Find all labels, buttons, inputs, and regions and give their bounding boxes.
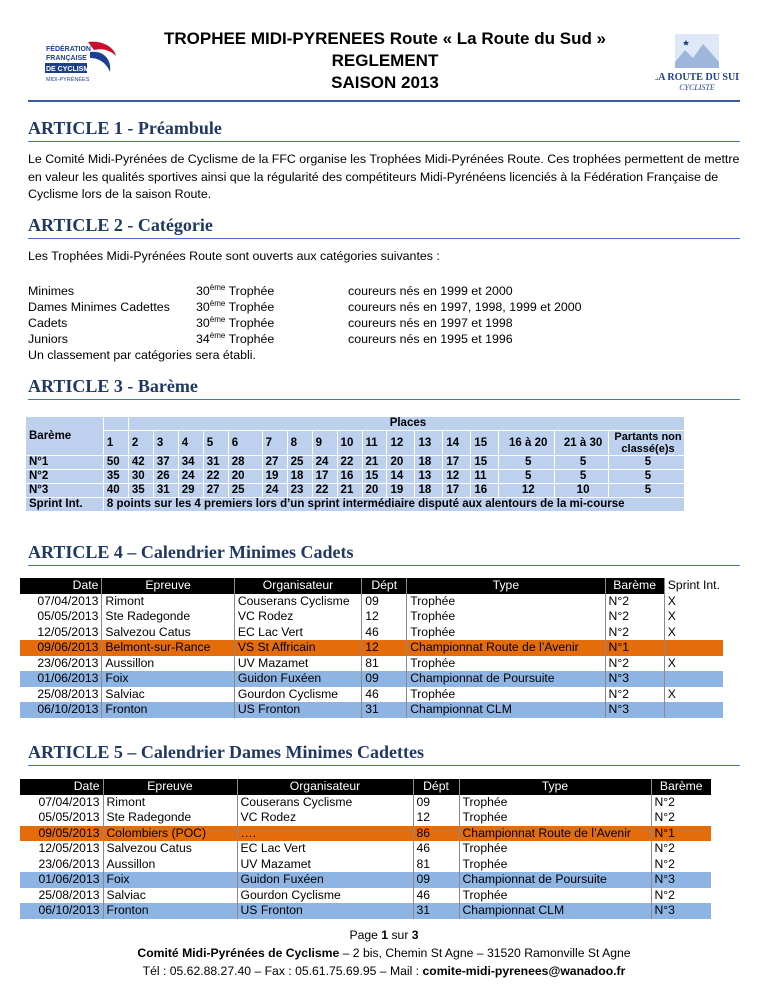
bareme-value: 16 xyxy=(337,470,362,484)
table-cell: Couserans Cyclisme xyxy=(234,594,361,610)
table-cell: Foix xyxy=(103,872,237,888)
table-cell: N°3 xyxy=(651,872,711,888)
bareme-table xyxy=(25,416,685,512)
bareme-row xyxy=(26,456,685,470)
bareme-value: 31 xyxy=(203,456,228,470)
bareme-row xyxy=(26,470,685,484)
table-cell: N°3 xyxy=(605,702,664,718)
table-cell: UV Mazamet xyxy=(234,656,361,672)
bareme-value: 17 xyxy=(443,484,471,498)
table-cell: 23/06/2013 xyxy=(20,656,102,672)
table-cell: 06/10/2013 xyxy=(20,903,103,919)
table-row xyxy=(20,594,723,610)
bareme-value: 34 xyxy=(178,456,203,470)
article-2-heading: ARTICLE 2 - Catégorie xyxy=(28,215,740,239)
title-line-2: REGLEMENT xyxy=(331,51,439,70)
table-cell: Gourdon Cyclisme xyxy=(237,888,413,904)
place-column: 2 xyxy=(128,431,153,456)
bareme-columns-row xyxy=(26,431,685,456)
column-header: Barème xyxy=(651,779,711,795)
place-column: 8 xyxy=(287,431,312,456)
table-cell: VC Rodez xyxy=(234,609,361,625)
bareme-value: 16 xyxy=(471,484,499,498)
route-du-sud-line-1: LA ROUTE DU SUD xyxy=(655,72,739,83)
bareme-value: 19 xyxy=(262,470,287,484)
bareme-value: 20 xyxy=(362,484,387,498)
table-cell: 12 xyxy=(362,640,407,656)
bareme-sprint-row xyxy=(26,498,685,512)
bareme-label: N°1 xyxy=(26,456,104,470)
place-column-unclassified: Partants non classé(e)s xyxy=(609,431,685,456)
table-cell: Salvezou Catus xyxy=(102,625,234,641)
place-column: 15 xyxy=(471,431,499,456)
table-cell: Aussillon xyxy=(103,857,237,873)
table-cell: 09 xyxy=(362,594,407,610)
ffc-logo-line-4: MIDI-PYRÉNÉES xyxy=(46,77,90,83)
table-row xyxy=(20,810,711,826)
table-cell: N°2 xyxy=(605,687,664,703)
table-cell: N°2 xyxy=(605,656,664,672)
table-row xyxy=(20,826,711,842)
footer-org: Comité Midi-Pyrénées de Cyclisme xyxy=(137,946,340,960)
bareme-value: 24 xyxy=(312,456,337,470)
bareme-value: 5 xyxy=(499,456,555,470)
bareme-value: 18 xyxy=(287,470,312,484)
bareme-value: 29 xyxy=(178,484,203,498)
table-cell: Ste Radegonde xyxy=(102,609,234,625)
bareme-value: 5 xyxy=(609,484,685,498)
bareme-value: 28 xyxy=(228,456,262,470)
table-row xyxy=(20,702,723,718)
bareme-value: 23 xyxy=(287,484,312,498)
article-5-heading: ARTICLE 5 – Calendrier Dames Minimes Cadettes xyxy=(28,742,740,766)
table-cell: 46 xyxy=(413,841,459,857)
place-column: 1 xyxy=(103,431,128,456)
bareme-row xyxy=(26,484,685,498)
bareme-value: 5 xyxy=(555,470,609,484)
table-cell: 81 xyxy=(362,656,407,672)
bareme-value: 27 xyxy=(203,484,228,498)
category-name: Dames Minimes Cadettes xyxy=(28,300,170,314)
bareme-value: 12 xyxy=(499,484,555,498)
ffc-logo-line-2: FRANÇAISE xyxy=(46,55,87,62)
table-cell: 12/05/2013 xyxy=(20,625,102,641)
bareme-value: 21 xyxy=(362,456,387,470)
ffc-logo-line-3: DE CYCLISME xyxy=(46,66,94,73)
category-name: Cadets xyxy=(28,316,68,330)
table-cell: Aussillon xyxy=(102,656,234,672)
table-cell: VC Rodez xyxy=(237,810,413,826)
table-cell: 09/05/2013 xyxy=(20,826,103,842)
table-cell: 12/05/2013 xyxy=(20,841,103,857)
table-cell: 09 xyxy=(413,795,459,811)
table-cell: Fronton xyxy=(102,702,234,718)
table-cell: 09 xyxy=(413,872,459,888)
column-header: Dépt xyxy=(413,779,459,795)
birth-years: coureurs nés en 1995 et 1996 xyxy=(348,332,513,346)
table-row xyxy=(20,640,723,656)
bareme-value: 42 xyxy=(128,456,153,470)
footer-contact-text: Tél : 05.62.88.27.40 – Fax : 05.61.75.69.95 – Mail : xyxy=(142,964,423,978)
table-cell: Rimont xyxy=(103,795,237,811)
bareme-value: 15 xyxy=(362,470,387,484)
table-cell: Championnat CLM xyxy=(407,702,605,718)
table-row xyxy=(20,857,711,873)
column-header: Dépt xyxy=(362,578,407,594)
table-cell: 05/05/2013 xyxy=(20,810,103,826)
table-row xyxy=(20,656,723,672)
bareme-value: 30 xyxy=(128,470,153,484)
column-header: Sprint Int. xyxy=(664,578,723,594)
table-cell: N°2 xyxy=(651,795,711,811)
table-cell: Trophée xyxy=(407,656,605,672)
table-cell: 01/06/2013 xyxy=(20,872,103,888)
table-cell: N°2 xyxy=(605,609,664,625)
table-cell: 25/08/2013 xyxy=(20,687,102,703)
table-row xyxy=(20,609,723,625)
table-cell: UV Mazamet xyxy=(237,857,413,873)
bareme-label: N°2 xyxy=(26,470,104,484)
trophy-number: 30ème Trophée xyxy=(196,315,275,330)
table-cell: 46 xyxy=(362,687,407,703)
table-cell: X xyxy=(664,625,723,641)
article-4-heading: ARTICLE 4 – Calendrier Minimes Cadets xyxy=(28,542,740,566)
place-column: 6 xyxy=(228,431,262,456)
table-row xyxy=(20,903,711,919)
table-cell: Belmont-sur-Rance xyxy=(102,640,234,656)
document-title xyxy=(150,28,620,94)
table-cell xyxy=(664,671,723,687)
article-1-heading: ARTICLE 1 - Préambule xyxy=(28,118,740,142)
table-cell: 09/06/2013 xyxy=(20,640,102,656)
bareme-value: 20 xyxy=(387,456,415,470)
table-cell: Trophée xyxy=(459,795,651,811)
table-cell: Trophée xyxy=(459,810,651,826)
bareme-value: 24 xyxy=(262,484,287,498)
table-cell: Championnat Route de l’Avenir xyxy=(407,640,605,656)
table-cell: 07/04/2013 xyxy=(20,594,102,610)
bareme-value: 31 xyxy=(153,484,178,498)
table-cell: Championnat de Poursuite xyxy=(407,671,605,687)
place-column: 3 xyxy=(153,431,178,456)
table-cell: Salviac xyxy=(102,687,234,703)
table-cell: N°2 xyxy=(651,841,711,857)
bareme-value: 5 xyxy=(555,456,609,470)
table-cell: Fronton xyxy=(103,903,237,919)
route-du-sud-logo xyxy=(655,32,739,94)
footer-address-text: – 2 bis, Chemin St Agne – 31520 Ramonville St Agne xyxy=(339,946,631,960)
table-cell: N°3 xyxy=(605,671,664,687)
table-cell: Colombiers (POC) xyxy=(103,826,237,842)
bareme-value: 5 xyxy=(609,470,685,484)
table-cell: US Fronton xyxy=(237,903,413,919)
bareme-value: 5 xyxy=(609,456,685,470)
table-row xyxy=(20,888,711,904)
table-row xyxy=(20,625,723,641)
table-cell: X xyxy=(664,594,723,610)
bareme-value: 17 xyxy=(443,456,471,470)
column-header: Organisateur xyxy=(237,779,413,795)
table-cell: EC Lac Vert xyxy=(234,625,361,641)
table-cell: N°3 xyxy=(651,903,711,919)
table-row xyxy=(20,872,711,888)
bareme-spacer xyxy=(103,417,128,431)
table-cell: Championnat CLM xyxy=(459,903,651,919)
calendar-header-row xyxy=(20,578,723,594)
column-header: Barème xyxy=(605,578,664,594)
table-row xyxy=(20,687,723,703)
bareme-value: 18 xyxy=(415,456,443,470)
bareme-value: 13 xyxy=(415,470,443,484)
place-column: 21 à 30 xyxy=(555,431,609,456)
footer-address xyxy=(0,944,768,962)
bareme-value: 19 xyxy=(387,484,415,498)
table-cell: Trophée xyxy=(459,841,651,857)
bareme-label: Sprint Int. xyxy=(26,498,104,512)
bareme-value: 21 xyxy=(337,484,362,498)
header-divider xyxy=(28,100,740,102)
bareme-value: 27 xyxy=(262,456,287,470)
column-header: Type xyxy=(407,578,605,594)
bareme-value: 15 xyxy=(471,456,499,470)
table-cell: US Fronton xyxy=(234,702,361,718)
table-cell: 05/05/2013 xyxy=(20,609,102,625)
category-name: Minimes xyxy=(28,284,75,298)
table-cell: 09 xyxy=(362,671,407,687)
table-cell: Gourdon Cyclisme xyxy=(234,687,361,703)
table-cell: 25/08/2013 xyxy=(20,888,103,904)
birth-years: coureurs nés en 1999 et 2000 xyxy=(348,284,513,298)
table-cell: EC Lac Vert xyxy=(237,841,413,857)
bareme-value: 5 xyxy=(499,470,555,484)
bareme-value: 40 xyxy=(103,484,128,498)
table-cell: 31 xyxy=(413,903,459,919)
table-cell: Guidon Fuxéen xyxy=(237,872,413,888)
place-column: 11 xyxy=(362,431,387,456)
column-header: Type xyxy=(459,779,651,795)
table-cell: 81 xyxy=(413,857,459,873)
article-1-text: Le Comité Midi-Pyrénées de Cyclisme de la FFC organise les Trophées Midi-Pyrénées Route. Ces trophées permettent de mettre en valeur les qualités sportives ainsi que la régularité des compétiteurs Midi-Pyrénéens licenciés à la Fédération Française de Cyclisme lors de la saison Route. xyxy=(28,152,740,201)
table-cell: 12 xyxy=(362,609,407,625)
table-cell: Championnat de Poursuite xyxy=(459,872,651,888)
table-cell: Trophée xyxy=(459,857,651,873)
place-column: 13 xyxy=(415,431,443,456)
column-header: Organisateur xyxy=(234,578,361,594)
table-cell: …. xyxy=(237,826,413,842)
column-header: Date xyxy=(20,578,102,594)
table-cell: Salviac xyxy=(103,888,237,904)
table-cell: Trophée xyxy=(407,609,605,625)
table-cell: X xyxy=(664,656,723,672)
column-header: Epreuve xyxy=(103,779,237,795)
table-cell: Couserans Cyclisme xyxy=(237,795,413,811)
table-cell: N°1 xyxy=(651,826,711,842)
bareme-value: 25 xyxy=(228,484,262,498)
table-cell: Trophée xyxy=(407,687,605,703)
bareme-value: 18 xyxy=(415,484,443,498)
places-label: Places xyxy=(128,417,684,431)
bareme-value: 35 xyxy=(103,470,128,484)
table-cell: X xyxy=(664,687,723,703)
column-header: Date xyxy=(20,779,103,795)
table-cell: Trophée xyxy=(459,888,651,904)
bareme-value: 22 xyxy=(337,456,362,470)
bareme-corner: Barème xyxy=(26,417,104,456)
ffc-logo xyxy=(44,38,120,88)
calendar-dames-minimes-cadettes xyxy=(20,779,711,919)
table-row xyxy=(20,841,711,857)
bareme-header-row xyxy=(26,417,685,431)
place-column: 10 xyxy=(337,431,362,456)
table-cell: 46 xyxy=(413,888,459,904)
table-cell: N°1 xyxy=(605,640,664,656)
table-cell: Rimont xyxy=(102,594,234,610)
page-number: Page 1 sur 3 xyxy=(349,928,419,942)
bareme-value: 24 xyxy=(178,470,203,484)
bareme-value: 37 xyxy=(153,456,178,470)
table-row xyxy=(20,671,723,687)
table-cell: Ste Radegonde xyxy=(103,810,237,826)
table-cell: Salvezou Catus xyxy=(103,841,237,857)
table-cell: 86 xyxy=(413,826,459,842)
table-cell: N°2 xyxy=(651,857,711,873)
table-cell: Guidon Fuxéen xyxy=(234,671,361,687)
table-row xyxy=(20,795,711,811)
table-cell: 12 xyxy=(413,810,459,826)
place-column: 14 xyxy=(443,431,471,456)
table-cell: VS St Affricain xyxy=(234,640,361,656)
title-line-1: TROPHEE MIDI-PYRENEES Route « La Route du Sud » xyxy=(163,29,607,48)
bareme-value: 50 xyxy=(103,456,128,470)
bareme-value: 35 xyxy=(128,484,153,498)
table-cell: 46 xyxy=(362,625,407,641)
footer-mail-link[interactable]: comite-midi-pyrenees@wanadoo.fr xyxy=(422,964,626,978)
table-cell: N°2 xyxy=(605,625,664,641)
bareme-label: N°3 xyxy=(26,484,104,498)
place-column: 7 xyxy=(262,431,287,456)
bareme-value: 11 xyxy=(471,470,499,484)
bareme-value: 10 xyxy=(555,484,609,498)
birth-years: coureurs nés en 1997 et 1998 xyxy=(348,316,513,330)
table-cell: Foix xyxy=(102,671,234,687)
route-du-sud-line-2: CYCLISTE xyxy=(679,83,715,92)
table-cell: N°2 xyxy=(605,594,664,610)
table-cell: N°2 xyxy=(651,888,711,904)
trophy-number: 34ème Trophée xyxy=(196,331,275,346)
footer-contact xyxy=(0,962,768,980)
place-column: 9 xyxy=(312,431,337,456)
title-line-3: SAISON 2013 xyxy=(331,73,439,92)
table-cell: Championnat Route de l’Avenir xyxy=(459,826,651,842)
bareme-value: 22 xyxy=(203,470,228,484)
trophy-number: 30ème Trophée xyxy=(196,283,275,298)
table-cell xyxy=(664,640,723,656)
table-cell: X xyxy=(664,609,723,625)
table-cell: 01/06/2013 xyxy=(20,671,102,687)
article-3-heading: ARTICLE 3 - Barème xyxy=(28,376,740,400)
table-cell: 06/10/2013 xyxy=(20,702,102,718)
place-column: 16 à 20 xyxy=(499,431,555,456)
bareme-value: 26 xyxy=(153,470,178,484)
place-column: 12 xyxy=(387,431,415,456)
sprint-description: 8 points sur les 4 premiers lors d’un sprint intermédiaire disputé aux alentours de la mi-course xyxy=(103,498,684,512)
table-cell: 31 xyxy=(362,702,407,718)
bareme-value: 17 xyxy=(312,470,337,484)
birth-years: coureurs nés en 1997, 1998, 1999 et 2000 xyxy=(348,300,582,314)
ffc-logo-line-1: FÉDÉRATION xyxy=(46,46,91,53)
article-2-intro: Les Trophées Midi-Pyrénées Route sont ouverts aux catégories suivantes : xyxy=(28,249,440,263)
place-column: 5 xyxy=(203,431,228,456)
table-cell: 07/04/2013 xyxy=(20,795,103,811)
bareme-value: 25 xyxy=(287,456,312,470)
table-cell: 23/06/2013 xyxy=(20,857,103,873)
category-note: Un classement par catégories sera établi. xyxy=(28,348,256,362)
place-column: 4 xyxy=(178,431,203,456)
category-name: Juniors xyxy=(28,332,68,346)
calendar-minimes-cadets xyxy=(20,578,723,718)
bareme-value: 22 xyxy=(312,484,337,498)
table-cell: Trophée xyxy=(407,594,605,610)
bareme-value: 20 xyxy=(228,470,262,484)
table-cell: Trophée xyxy=(407,625,605,641)
trophy-number: 30ème Trophée xyxy=(196,299,275,314)
bareme-value: 14 xyxy=(387,470,415,484)
table-cell xyxy=(664,702,723,718)
table-cell: N°2 xyxy=(651,810,711,826)
bareme-value: 12 xyxy=(443,470,471,484)
calendar-header-row xyxy=(20,779,711,795)
column-header: Epreuve xyxy=(102,578,234,594)
